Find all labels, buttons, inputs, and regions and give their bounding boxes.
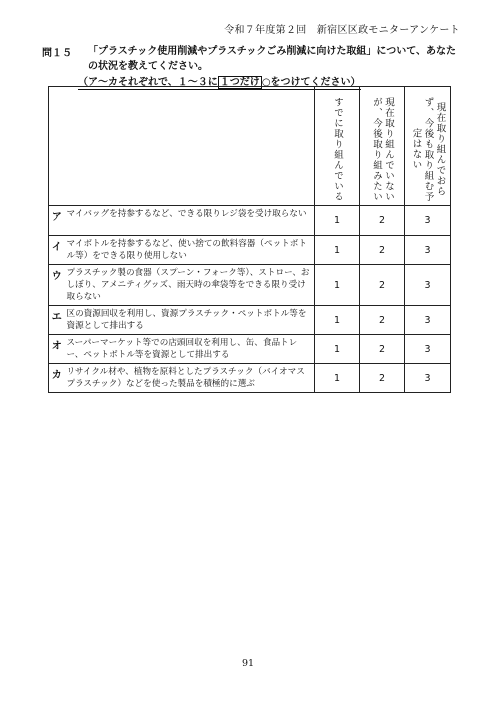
- table-row: [49, 335, 451, 364]
- choice-3[interactable]: 3: [405, 206, 451, 236]
- choice-2[interactable]: 2: [360, 206, 405, 236]
- choice-1[interactable]: 1: [315, 335, 360, 364]
- choice-1[interactable]: 1: [315, 364, 360, 393]
- table-row: [49, 306, 451, 335]
- row-text: スーパーマーケット等での店頭回収を利用し、缶、食品トレー、ペットボトル等を資源として排出する: [65, 335, 315, 364]
- choice-2[interactable]: 2: [360, 306, 405, 335]
- row-text: プラスチック製の食器（スプーン・フォーク等）、ストロー、おしぼり、アメニティグッズ、雨天時の傘袋等をできる限り受け取らない: [65, 265, 315, 306]
- column-header-2: 現在取り組んでいないが、今後取り組みたい: [360, 87, 405, 206]
- table-row: [49, 236, 451, 265]
- row-label: ア: [49, 206, 65, 236]
- question-text: 「プラスチック使用削減やプラスチックごみ削減に向けた取組」について、あなたの状況を教えてください。: [88, 46, 456, 72]
- instruction-prefix: （ア～カそれぞれで、１～３に: [78, 77, 218, 88]
- row-text: マイボトルを持参するなど、使い捨ての飲料容器（ペットボトル等）をできる限り使用しない: [65, 236, 315, 265]
- row-label: オ: [49, 335, 65, 364]
- header-blank-cell: [49, 87, 315, 206]
- row-label: イ: [49, 236, 65, 265]
- survey-table: [48, 86, 451, 393]
- row-label: カ: [49, 364, 65, 393]
- table-row: [49, 364, 451, 393]
- row-text: リサイクル材や、植物を原料としたプラスチック（バイオマスプラスチック）などを使った製品を積極的に選ぶ: [65, 364, 315, 393]
- choice-1[interactable]: 1: [315, 236, 360, 265]
- row-text: 区の資源回収を利用し、資源プラスチック・ペットボトル等を資源として排出する: [65, 306, 315, 335]
- page-number: 91: [241, 658, 255, 669]
- choice-3[interactable]: 3: [405, 236, 451, 265]
- row-label: エ: [49, 306, 65, 335]
- table-row: [49, 206, 451, 236]
- column-header-1: すでに取り組んでいる: [315, 87, 360, 206]
- choice-2[interactable]: 2: [360, 335, 405, 364]
- choice-2[interactable]: 2: [360, 236, 405, 265]
- row-label: ウ: [49, 265, 65, 306]
- choice-2[interactable]: 2: [360, 364, 405, 393]
- choice-2[interactable]: 2: [360, 265, 405, 306]
- choice-1[interactable]: 1: [315, 265, 360, 306]
- choice-3[interactable]: 3: [405, 306, 451, 335]
- question-number: 問１５: [42, 48, 72, 59]
- row-text: マイバッグを持参するなど、できる限りレジ袋を受け取らない: [65, 206, 315, 236]
- choice-1[interactable]: 1: [315, 206, 360, 236]
- table-header-row: [49, 87, 451, 206]
- document-header: 令和７年度第２回 新宿区区政モニターアンケート: [224, 25, 460, 36]
- choice-1[interactable]: 1: [315, 306, 360, 335]
- column-header-3: 現在取り組んでおらず、今後も取り組む予定はない: [405, 87, 451, 206]
- choice-3[interactable]: 3: [405, 364, 451, 393]
- choice-3[interactable]: 3: [405, 335, 451, 364]
- instruction-suffix: ○をつけてください）: [261, 77, 361, 88]
- instruction-boxed: １つだけ: [219, 77, 260, 88]
- table-row: [49, 265, 451, 306]
- choice-3[interactable]: 3: [405, 265, 451, 306]
